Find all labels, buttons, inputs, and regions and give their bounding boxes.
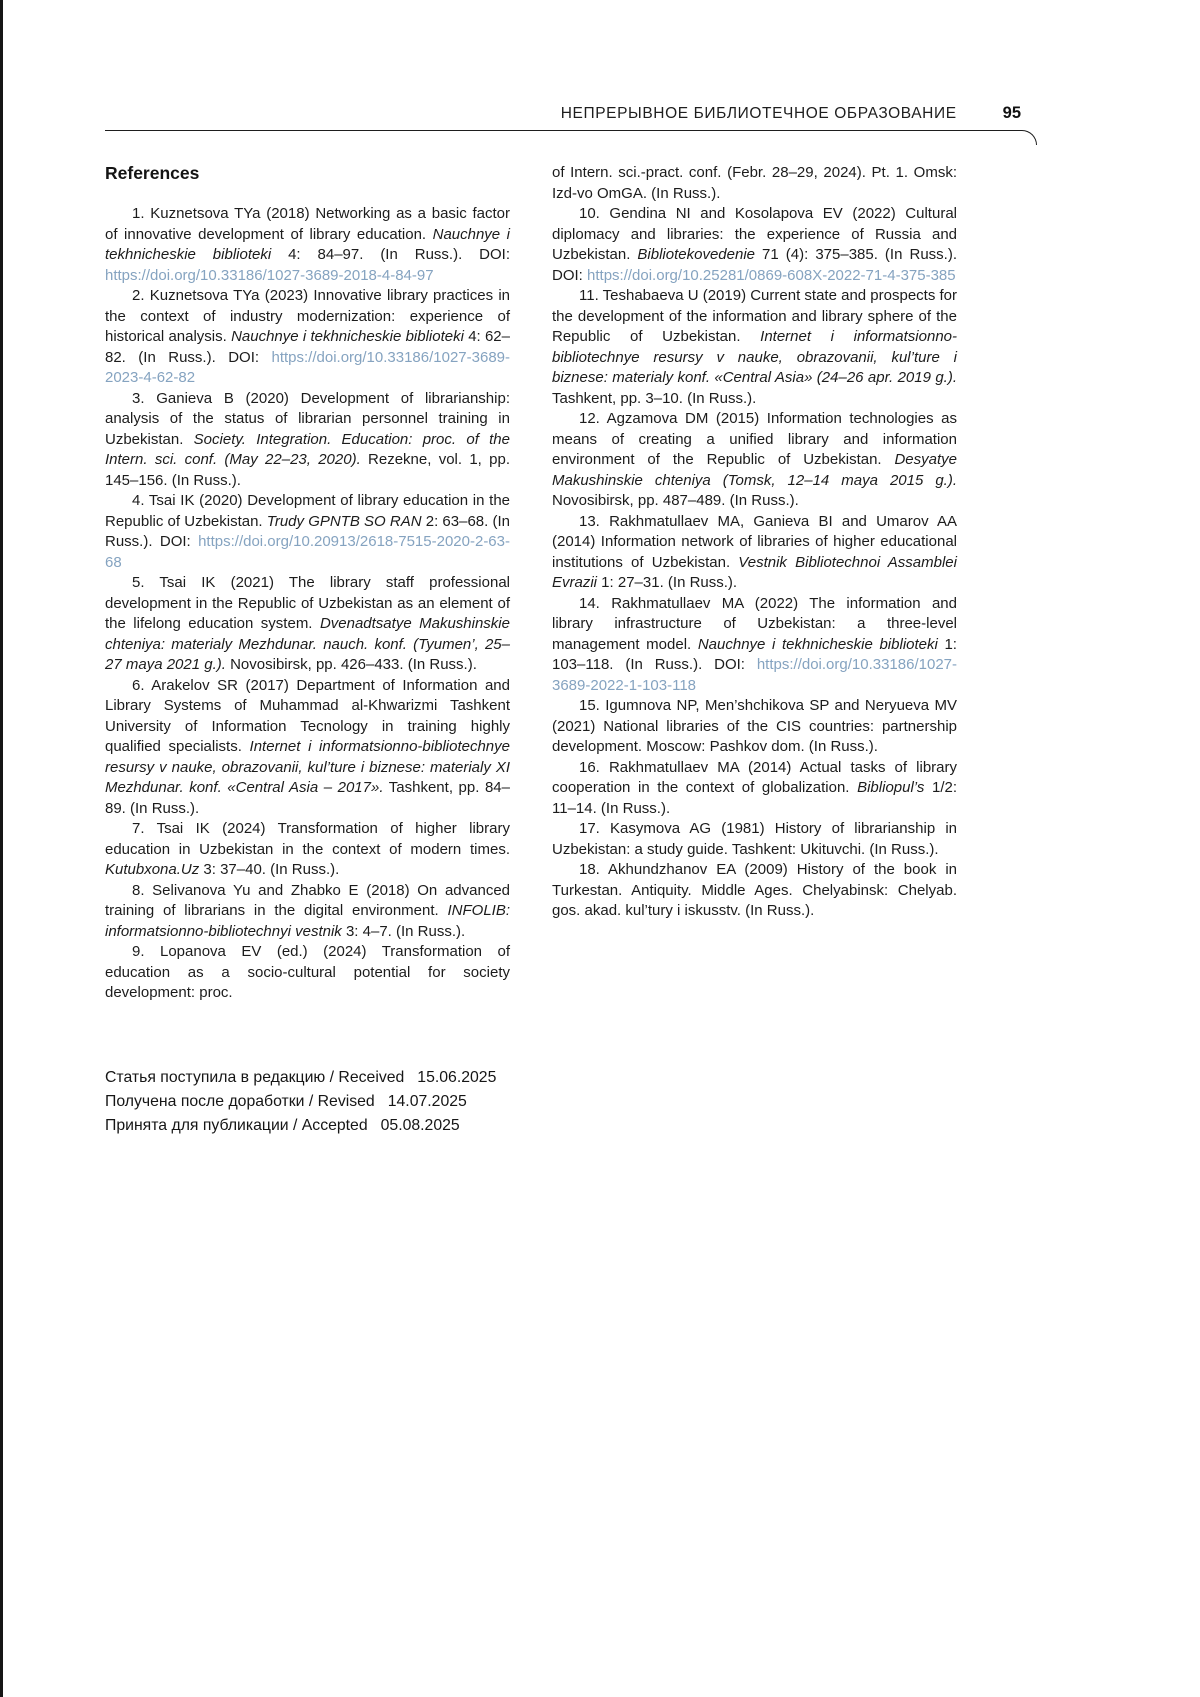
reference-source-title: Dvenadtsatye Makushinskie chteniya: materialy Mezhdunar. nauch. konf. (Tyumen’, 25–27 maya 2021 g.). [105,615,510,673]
reference-source-title: Bibliopul’s [857,779,925,796]
reference-text: Novosibirsk, pp. 487–489. (In Russ.). [552,492,799,509]
reference-item [105,389,510,492]
reference-item [105,881,510,943]
reference-text: 15. Igumnova NP, Men’shchikova SP and Neryueva MV (2021) National libraries of the CIS countries: partnership development. Moscow: Pashkov dom. (In Russ.). [552,697,957,755]
received-label: Статья поступила в редакцию / Received [105,1068,405,1086]
reference-item [105,491,510,573]
reference-text: 17. Kasymova AG (1981) History of librarianship in Uzbekistan: a study guide. Tashkent: Ukituvchi. (In Russ.). [552,820,957,858]
reference-item [105,286,510,389]
reference-text: 6. Arakelov SR (2017) Department of Information and Library Systems of Muhammad al-Khwarizmi Tashkent University of Information Tecnology in training highly qualified specialists. [105,676,510,755]
reference-source-title: Society. Integration. Education: proc. of the Intern. sci. conf. (May 22–23, 2020). [105,430,510,468]
reference-text: 1/2: 11–14. (In Russ.). [552,779,958,817]
reference-item [105,676,510,820]
accepted-label: Принята для публикации / Accepted [105,1116,368,1134]
reference-source-title: Nauchnye i tekhnicheskie biblioteki [231,328,464,345]
reference-text: 8. Selivanova Yu and Zhabko E (2018) On advanced training of librarians in the digital environment. [105,881,510,919]
reference-text: 18. Akhundzhanov EA (2009) History of the book in Turkestan. Antiquity. Middle Ages. Chelyabinsk: Chelyab. gos. akad. kul’tury i iskusstv. (In Russ.). [552,861,957,919]
reference-text: 3: 4–7. (In Russ.). [341,922,466,940]
reference-text: 4: 84–97. (In Russ.). DOI: [271,246,510,263]
reference-source-title: Internet i informatsionno-bibliotechnye resursy v nauke, obrazovanii, kul’ture i biznese: materialy konf. «Central Asia» (24–26 apr. 2019 g.). [552,328,958,386]
reference-item [552,512,957,594]
received-date: 15.06.2025 [417,1068,497,1086]
reference-source-title: Nauchnye i tekhnicheskie biblioteki [105,225,510,263]
reference-item [552,819,957,860]
doi-link[interactable]: https://doi.org/10.25281/0869-608X-2022-71-4-375-385 [587,266,956,284]
reference-source-title: Nauchnye i tekhnicheskie biblioteki [697,635,938,653]
accepted-date: 05.08.2025 [380,1116,460,1134]
doi-link[interactable]: https://doi.org/10.20913/2618-7515-2020-2-63-68 [105,533,510,571]
revised-date: 14.07.2025 [387,1092,467,1110]
reference-text: 14. Rakhmatullaev MA (2022) The information and library infrastructure of Uzbekistan: a three-level management model. [552,594,957,653]
reference-item [552,696,957,758]
reference-text: 4. Tsai IK (2020) Development of library education in the Republic of Uzbekistan. [105,492,510,530]
reference-source-title: Trudy GPNTB SO RAN [266,512,422,530]
reference-text: 12. Agzamova DM (2015) Information technologies as means of creating a unified library and information environment of the Republic of Uzbekistan. [552,410,957,468]
references-heading: References [105,163,200,183]
reference-item [552,594,957,697]
accepted-line [105,1114,510,1138]
reference-text: 71 (4): 375–385. (In Russ.). DOI: [552,246,957,284]
reference-text: 11. Teshabaeva U (2019) Current state and prospects for the development of the information and library sphere of the Republic of Uzbekistan. [552,287,957,345]
reference-text: 10. Gendina NI and Kosolapova EV (2022) Cultural diplomacy and libraries: the experience of Russia and Uzbekistan. [552,205,957,263]
reference-text: 1: 27–31. (In Russ.). [597,574,738,591]
doi-link[interactable]: https://doi.org/10.33186/1027-3689-2018-4-84-97 [105,266,434,284]
reference-source-title: Vestnik Bibliotechnoi Assamblei Evrazii [552,553,957,591]
reference-text: Rezekne, vol. 1, pp. 145–156. (In Russ.). [105,451,510,489]
reference-source-title: Internet i informatsionno-bibliotechnye resursy v nauke, obrazovanii, kul’ture i biznese: materialy XI Mezhdunar. konf. «Central Asia – 2017». [105,738,510,796]
reference-item [552,860,957,922]
reference-text: 1. Kuznetsova TYa (2018) Networking as a basic factor of innovative development of library education. [105,205,510,243]
reference-source-title: Desyatye Makushinskie chteniya (Tomsk, 12–14 maya 2015 g.). [552,451,957,489]
doi-link[interactable]: https://doi.org/10.33186/1027-3689-2022-1-103-118 [552,656,957,694]
running-title: НЕПРЕРЫВНОЕ БИБЛИОТЕЧНОЕ ОБРАЗОВАНИЕ [560,105,957,122]
reference-text: of Intern. sci.-pract. conf. (Febr. 28–29, 2024). Pt. 1. Omsk: Izd-vo OmGA. (In Russ.). [552,164,957,202]
right-column [552,163,957,922]
reference-item [552,758,957,820]
references-list-right [552,163,957,922]
reference-item [105,204,510,286]
reference-text: 3: 37–40. (In Russ.). [199,861,340,878]
reference-text: 16. Rakhmatullaev MA (2014) Actual tasks of library cooperation in the context of globalization. [552,758,957,796]
reference-item [105,942,510,1004]
reference-text: Tashkent, pp. 3–10. (In Russ.). [552,389,757,407]
running-header [105,104,1037,145]
doi-link[interactable]: https://doi.org/10.33186/1027-3689-2023-4-62-82 [105,348,510,386]
reference-item [552,409,957,512]
reference-continuation [552,163,957,204]
references-columns [105,163,957,1138]
reference-text: 5. Tsai IK (2021) The library staff professional development in the Republic of Uzbekistan as an element of the lifelong education system. [105,574,510,632]
reference-text: Tashkent, pp. 84–89. (In Russ.). [105,779,510,817]
reference-item [552,204,957,286]
reference-item [105,819,510,881]
revised-label: Получена после доработки / Revised [105,1092,375,1110]
header-rule [105,130,1037,145]
reference-text: 2. Kuznetsova TYa (2023) Innovative library practices in the context of industry modernization: experience of historical analysis. [105,287,510,345]
reference-text: 7. Tsai IK (2024) Transformation of higher library education in Uzbekistan in the context of modern times. [105,820,510,858]
reference-text: 1: 103–118. (In Russ.). DOI: [552,635,957,673]
page-number: 95 [1002,104,1021,122]
reference-text: 2: 63–68. (In Russ.). DOI: [105,512,510,550]
reference-source-title: Kutubxona.Uz [105,861,200,878]
reference-text: 13. Rakhmatullaev MA, Ganieva BI and Umarov AA (2014) Information network of libraries of higher educational institutions of Uzbekistan. [552,512,957,571]
reference-text: 3. Ganieva B (2020) Development of librarianship: analysis of the status of librarian personnel training in Uzbekistan. [105,389,510,448]
reference-item [552,286,957,409]
reference-item [105,573,510,676]
reference-text: 9. Lopanova EV (ed.) (2024) Transformation of education as a socio-cultural potential for society development: proc. [105,943,510,1001]
article-dates [105,1066,510,1138]
running-header-row [105,104,1037,123]
reference-text: Novosibirsk, pp. 426–433. (In Russ.). [225,656,477,673]
scan-edge-line [0,0,3,1697]
references-list-left [105,204,510,1004]
left-column [105,163,510,1138]
reference-text: 4: 62–82. (In Russ.). DOI: [105,328,510,366]
reference-source-title: INFOLIB: informatsionno-bibliotechnyi vestnik [105,902,510,940]
revised-line [105,1090,510,1114]
reference-source-title: Bibliotekovedenie [637,246,756,263]
received-line [105,1066,510,1090]
